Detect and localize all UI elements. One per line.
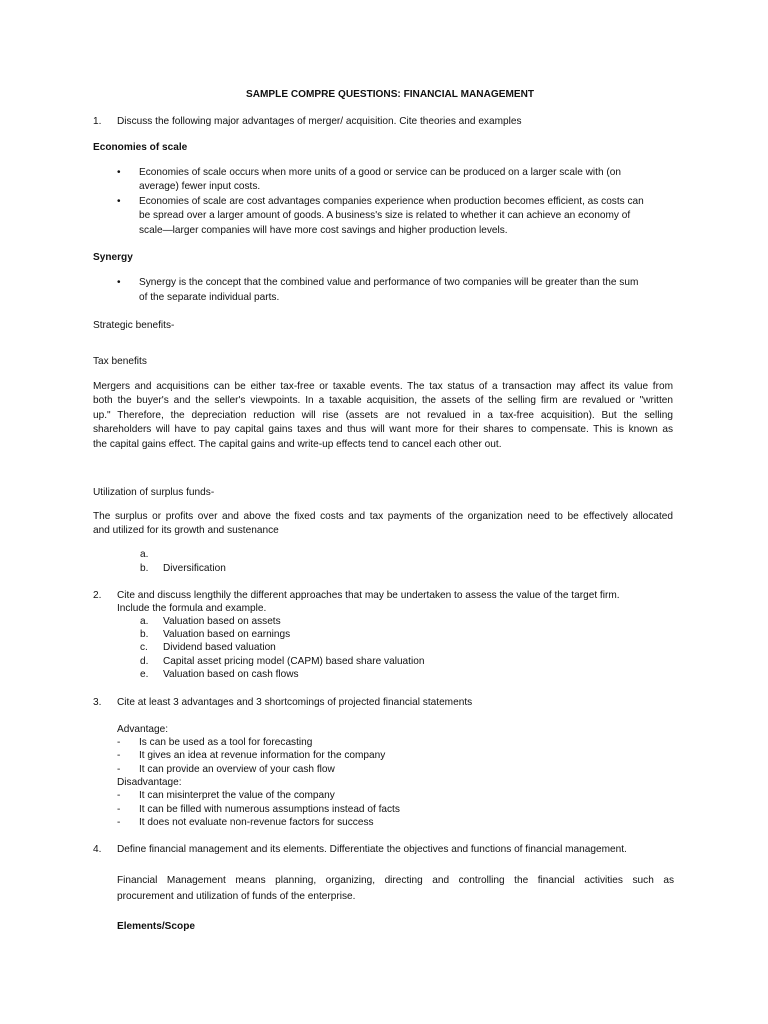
list-dash: - <box>117 817 121 828</box>
list-letter: b. <box>140 563 149 574</box>
list-letter: c. <box>140 642 148 653</box>
synergy-heading: Synergy <box>93 252 133 263</box>
surplus-funds-heading: Utilization of surplus funds- <box>93 487 215 498</box>
list-item-text: Valuation based on cash flows <box>163 669 299 680</box>
disadvantage-label: Disadvantage: <box>117 777 182 788</box>
advantage-item: It can provide an overview of your cash flow <box>139 764 335 775</box>
question-3-number: 3. <box>93 697 102 708</box>
bullet-glyph: • <box>117 277 121 288</box>
question-1-text: Discuss the following major advantages of merger/ acquisition. Cite theories and examples <box>117 116 522 127</box>
disadvantage-item: It can misinterpret the value of the company <box>139 790 335 801</box>
elements-scope-heading: Elements/Scope <box>117 921 195 932</box>
bullet-glyph: • <box>117 167 121 178</box>
list-item-text: Diversification <box>163 563 226 574</box>
question-3-text: Cite at least 3 advantages and 3 shortcomings of projected financial statements <box>117 697 473 708</box>
bullet-text-line: of the separate individual parts. <box>139 292 280 303</box>
economies-of-scale-heading: Economies of scale <box>93 142 188 153</box>
bullet-text-line: scale—larger companies will have more cost savings and higher production levels. <box>139 225 508 236</box>
list-letter: d. <box>140 656 149 667</box>
bullet-text-line: Economies of scale are cost advantages companies experience when production becomes efficient, as costs can <box>139 196 644 207</box>
document-title: SAMPLE COMPRE QUESTIONS: FINANCIAL MANAGEMENT <box>246 89 535 100</box>
tax-paragraph-line: Mergers and acquisitions can be either tax-free or taxable events. The tax status of a transaction may affect its value from <box>93 381 673 392</box>
bullet-text-line: average) fewer input costs. <box>139 181 261 192</box>
list-item-text: Valuation based on earnings <box>163 629 291 640</box>
tax-benefits-heading: Tax benefits <box>93 356 147 367</box>
tax-paragraph-line: shareholders will have to pay capital gains taxes and thus will want more for their shares to compensate. This is known as <box>93 424 673 435</box>
advantage-label: Advantage: <box>117 724 169 735</box>
disadvantage-item: It can be filled with numerous assumptions instead of facts <box>139 804 400 815</box>
disadvantage-item: It does not evaluate non-revenue factors for success <box>139 817 374 828</box>
surplus-paragraph-line: and utilized for its growth and sustenance <box>93 525 279 536</box>
list-item-text: Valuation based on assets <box>163 616 281 627</box>
tax-paragraph-line: up." Therefore, the depreciation reduction will rise (assets are not revalued in a tax-free acquisition). But the selling <box>93 410 673 421</box>
list-letter: a. <box>140 616 149 627</box>
question-1-number: 1. <box>93 116 102 127</box>
question-4-number: 4. <box>93 844 102 855</box>
list-dash: - <box>117 750 121 761</box>
financial-management-definition-line: Financial Management means planning, organizing, directing and controlling the financial activities such as <box>117 875 674 886</box>
list-dash: - <box>117 790 121 801</box>
question-4-text: Define financial management and its elements. Differentiate the objectives and functions of financial management. <box>117 844 627 855</box>
question-2-text-line: Cite and discuss lengthily the different approaches that may be undertaken to assess the value of the target firm. <box>117 590 620 601</box>
question-2-number: 2. <box>93 590 102 601</box>
advantage-item: It gives an idea at revenue information for the company <box>139 750 386 761</box>
bullet-text-line: Economies of scale occurs when more units of a good or service can be produced on a larger scale with (on <box>139 167 621 178</box>
tax-paragraph-line: the capital gains effect. The capital gains and write-up effects tend to cancel each other out. <box>93 439 502 450</box>
list-letter: e. <box>140 669 149 680</box>
bullet-text-line: be spread over a larger amount of goods. A business's size is related to whether it can achieve an economy of <box>139 210 631 221</box>
bullet-text-line: Synergy is the concept that the combined value and performance of two companies will be greater than the sum <box>139 277 639 288</box>
list-item-text: Capital asset pricing model (CAPM) based share valuation <box>163 656 425 667</box>
financial-management-definition-line: procurement and utilization of funds of the enterprise. <box>117 891 356 902</box>
list-item-text: Dividend based valuation <box>163 642 276 653</box>
list-dash: - <box>117 764 121 775</box>
surplus-paragraph-line: The surplus or profits over and above the fixed costs and tax payments of the organization need to be effectively allocated <box>93 511 673 522</box>
list-dash: - <box>117 737 121 748</box>
question-2-text-line: Include the formula and example. <box>117 603 267 614</box>
list-letter: b. <box>140 629 149 640</box>
strategic-benefits-label: Strategic benefits- <box>93 320 175 331</box>
tax-paragraph-line: both the buyer's and the seller's viewpoints. In a taxable acquisition, the assets of the selling firm are revalued or "written <box>93 395 673 406</box>
list-letter: a. <box>140 549 149 560</box>
bullet-glyph: • <box>117 196 121 207</box>
list-dash: - <box>117 804 121 815</box>
advantage-item: Is can be used as a tool for forecasting <box>139 737 313 748</box>
